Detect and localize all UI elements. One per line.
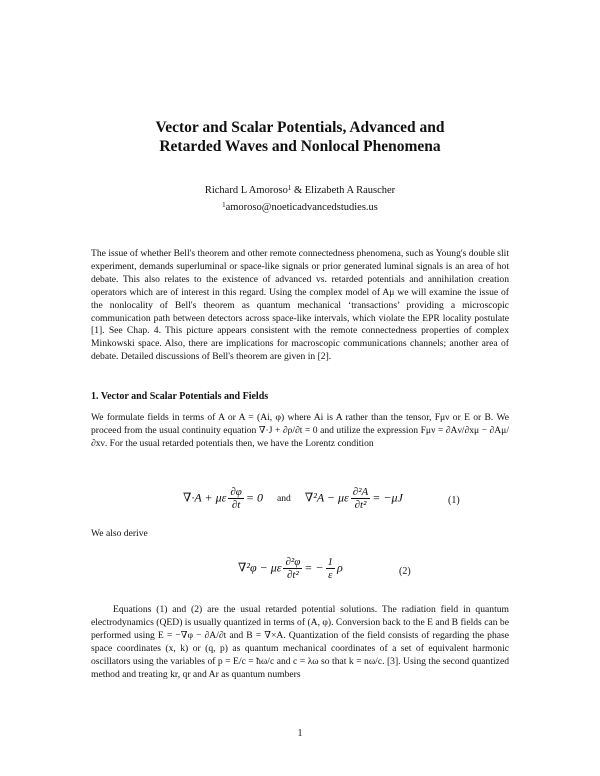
paper-title [0,118,600,156]
eq2-left: ∇²φ − με [238,560,282,575]
email-affiliation-mark: 1 [222,201,226,209]
email-text: amoroso@noeticadvancedstudies.us [225,202,378,213]
equation-1 [183,486,403,511]
title-line-2: Retarded Waves and Nonlocal Phenomena [159,138,441,155]
equation-1-label: (1) [448,495,460,506]
section-heading: 1. Vector and Scalar Potentials and Fields [91,391,269,402]
eq2-numerator: ∂²φ [285,556,301,568]
author-block [0,181,600,215]
eq2-denominator-2: ε [328,569,333,581]
eq1-denominator-2: ∂t² [354,499,367,511]
eq1-numerator: ∂φ [230,486,242,498]
eq1-fraction-2 [351,486,370,511]
equation-2-label: (2) [399,566,411,577]
title-line-1: Vector and Scalar Potentials, Advanced and [155,119,445,136]
author-names [0,181,600,198]
eq2-numerator-2: 1 [327,556,333,568]
eq2-denominator: ∂t² [286,569,299,581]
paragraph-fields: We formulate fields in terms of A or A = (Ai, φ) where Ai is A rather than the tensor, Fμν or E or B. We proceed from the usual continuity equation ∇·J + ∂ρ/∂t = 0 and utilize the expression Fμν = ∂Aν/∂xμ − ∂Aμ/∂xν. For the usual retarded potentials then, we have the Lorentz condition [91,412,509,449]
eq1-right-b: = −μJ [372,490,403,505]
eq1-right-a: ∇²A − με [304,490,349,505]
author-email[interactable] [0,198,600,215]
author-second: & Elizabeth A Rauscher [291,185,396,196]
affiliation-mark: 1 [287,184,292,192]
eq1-left: ∇·A + με [183,490,227,505]
eq2-fraction [283,556,302,581]
eq1-rhs: = 0 [245,490,263,505]
eq1-fraction [228,486,244,511]
eq1-numerator-2: ∂²A [352,486,369,498]
eq1-denominator: ∂t [231,499,241,511]
page-number: 1 [297,728,303,739]
paragraph-quantization: Equations (1) and (2) are the usual retarded potential solutions. The radiation field in quantum electrodynamics (QED) is usually quantized in terms of (A, φ). Conversion back to the E and B fields can be performed using E = −∇φ − ∂A/∂t and B = ∇×A. Quantization of the field consists of regarding the phase space coordinates (x, k) or (q, p) as quantum mechanical coordinates of a set of equivalent harmonic oscillators using the variables of p = E/c = ħω/c and c = λω so that k = nω/c. [3]. Using the second quantized method and treating kr, qr and Ar as quantum numbers [91,604,509,680]
eq2-mid: = − [304,560,324,575]
abstract: The issue of whether Bell's theorem and other remote connectedness phenomena, such as Young's double slit experiment, demands superluminal or space-like signals or prior generated luminal signals is an area of hot debate. This also relates to the existence of advanced vs. retarded potentials and annihilation creation operators which are of interest in this regard. Using the complex model of Aμ we will examine the issue of the nonlocality of Bell's theorem as quantum mechanical ‘transactions’ providing a microscopic communication path between detectors across space-like intervals, which violate the EPR locality postulate [1]. See Chap. 4. This picture appears consistent with the remote connectedness properties of complex Minkowski space. Also, there are implications for macroscopic communications channels; another area of debate. Detailed discussions of Bell's theorem are given in [2]. [91,248,509,363]
paragraph-derive: We also derive [91,528,148,539]
eq1-and: and [276,493,291,505]
author-first: Richard L Amoroso [204,185,288,196]
eq2-fraction-2 [326,556,336,581]
eq2-rho: ρ [337,560,343,575]
equation-2 [238,556,343,581]
